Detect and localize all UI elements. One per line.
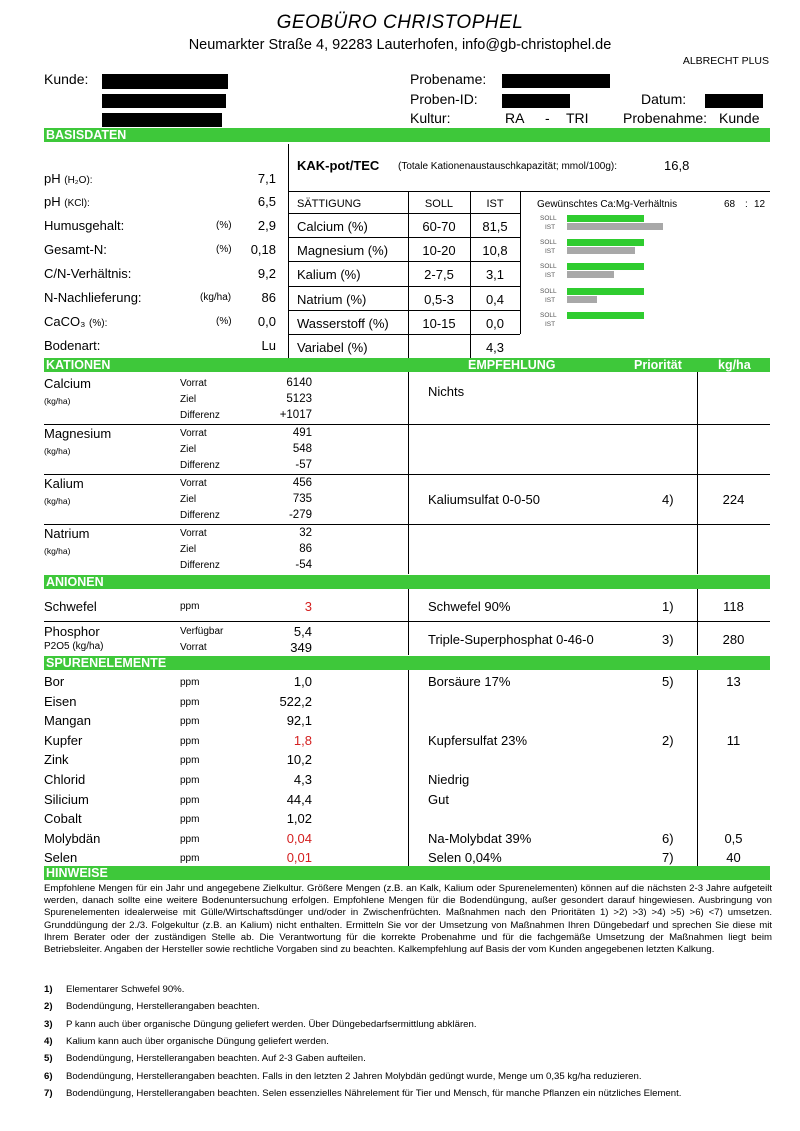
kak-row-soll: 10-20: [422, 243, 456, 258]
kak-value: 16,8: [664, 158, 690, 173]
kation-unit: (kg/ha): [44, 446, 71, 456]
soll-bar: [567, 288, 644, 295]
ist-bar: [567, 296, 597, 303]
kation-differenz: -57: [295, 459, 312, 471]
empf-phosphor: Triple-Superphosphat 0-46-0: [428, 632, 594, 647]
spur-prioritaet: 7): [662, 850, 674, 865]
kation-ziel: 548: [292, 443, 312, 455]
kation-differenz-label: Differenz: [180, 410, 220, 421]
kation-vorrat: 32: [299, 527, 312, 539]
kak-row-soll: 60-70: [422, 219, 456, 234]
col-ist: IST: [486, 198, 504, 210]
kation-unit: (kg/ha): [44, 396, 71, 406]
kak-row-name: Wasserstoff (%): [297, 316, 389, 331]
kation-differenz: +1017: [279, 409, 312, 421]
footnote-text: Bodendüngung, Herstellerangaben beachten. Selen essenzielles Nährelement für Tier und Mensch, für manche Pflanzen ein nützliches Element.: [66, 1087, 682, 1099]
kation-vorrat: 456: [292, 477, 312, 489]
section-anionen: ANIONEN: [44, 575, 770, 589]
footnote-item: [44, 1001, 260, 1013]
spur-empfehlung: Niedrig: [428, 772, 470, 787]
footnote-number: 6): [44, 1070, 53, 1082]
company-name: GEOBÜRO CHRISTOPHEL: [276, 12, 524, 33]
kation-vorrat: 6140: [286, 377, 312, 389]
gesamtn-value: 0,18: [250, 242, 276, 257]
kation-vorrat-label: Vorrat: [180, 428, 207, 439]
kak-row-soll: 2-7,5: [424, 267, 454, 282]
cn-value: 9,2: [257, 266, 276, 281]
cn-label: C/N-Verhältnis:: [44, 266, 132, 281]
soll-tag: SOLL: [540, 263, 557, 270]
schwefel-value: 3: [304, 599, 312, 614]
kation-differenz-label: Differenz: [180, 460, 220, 471]
ist-tag: IST: [545, 248, 556, 255]
footnote-text: Bodendüngung, Herstellerangaben beachten.: [66, 1001, 260, 1013]
empf-kalium-prio: 4): [662, 492, 674, 507]
redacted-kunde-2: [102, 94, 226, 108]
section-basisdaten: BASISDATEN: [44, 128, 770, 142]
spur-kgha: 0,5: [724, 831, 743, 846]
footnote-number: 2): [44, 1001, 53, 1013]
kation-ziel: 5123: [286, 393, 312, 405]
col-soll: SOLL: [424, 198, 454, 210]
kak-row-ist: 0,4: [485, 292, 505, 307]
spur-name: Molybdän: [44, 831, 101, 846]
kak-row-name: Variabel (%): [297, 340, 368, 355]
kak-desc: (Totale Kationenaustauschkapazität; mmol/100g):: [398, 161, 618, 172]
spur-empfehlung: Selen 0,04%: [428, 850, 502, 865]
soll-tag: SOLL: [540, 215, 557, 222]
kation-vorrat-label: Vorrat: [180, 528, 207, 539]
footnote-text: Kalium kann auch über organische Düngung geliefert werden.: [66, 1035, 329, 1047]
section-kationen: KATIONEN EMPFEHLUNG Priorität kg/ha: [44, 358, 770, 372]
kation-unit: (kg/ha): [44, 496, 71, 506]
spur-name: Chlorid: [44, 772, 86, 787]
kak-title: KAK-pot/TEC: [297, 158, 380, 173]
kak-row-soll: 0,5-3: [424, 292, 454, 307]
gesamtn-label: Gesamt-N:: [44, 242, 107, 257]
kation-name: Calcium: [44, 376, 91, 391]
kation-ziel: 735: [292, 493, 312, 505]
soll-tag: SOLL: [540, 239, 557, 246]
spur-value: 10,2: [286, 752, 312, 767]
company-address: Neumarkter Straße 4, 92283 Lauterhofen, info@gb-christophel.de: [188, 37, 612, 53]
ist-bar: [567, 271, 614, 278]
kak-row-soll: 10-15: [422, 316, 456, 331]
spur-name: Eisen: [44, 694, 77, 709]
footnote-number: 4): [44, 1035, 53, 1047]
kation-ziel-label: Ziel: [180, 544, 197, 555]
probename-label: Probename:: [410, 71, 487, 87]
kak-row-name: Magnesium (%): [297, 243, 389, 258]
kation-ziel-label: Ziel: [180, 394, 197, 405]
nnach-unit: (kg/ha): [200, 292, 232, 303]
spur-unit: ppm: [180, 716, 200, 727]
footnote-number: 5): [44, 1053, 53, 1065]
phos-verfuegbar: Verfügbar: [180, 626, 224, 637]
spur-value: 92,1: [286, 713, 312, 728]
kation-vorrat-label: Vorrat: [180, 478, 207, 489]
empf-schwefel-prio: 1): [662, 599, 674, 614]
kunde-label: Kunde:: [44, 71, 89, 87]
ratio-b: 12: [754, 199, 766, 210]
probenid-label: Proben-ID:: [410, 91, 478, 107]
caco3-value: 0,0: [257, 314, 276, 329]
humus-value: 2,9: [257, 218, 276, 233]
spur-unit: ppm: [180, 795, 200, 806]
footnote-item: [44, 1071, 641, 1083]
kultur-dash: -: [545, 110, 550, 126]
schwefel-label: Schwefel: [44, 599, 97, 614]
redacted-kunde-1: [102, 74, 228, 89]
spur-value: 522,2: [279, 694, 312, 709]
kation-ziel-label: Ziel: [180, 494, 197, 505]
phos-value-1: 5,4: [293, 624, 312, 639]
soll-bar: [567, 312, 644, 319]
spur-prioritaet: 2): [662, 733, 674, 748]
kation-differenz-label: Differenz: [180, 510, 220, 521]
spur-name: Kupfer: [44, 733, 83, 748]
empf-kationen-nichts: Nichts: [428, 384, 465, 399]
footnote-item: [44, 1019, 476, 1031]
kak-row-ist: 4,3: [485, 340, 505, 355]
footnote-number: 1): [44, 984, 53, 995]
kultur-b: TRI: [566, 110, 589, 126]
phos-value-2: 349: [290, 640, 312, 655]
bodenart-value: Lu: [261, 338, 276, 353]
ist-bar: [567, 247, 635, 254]
ph-h2o-value: 7,1: [257, 171, 276, 186]
ist-tag: IST: [545, 297, 556, 304]
spur-unit: ppm: [180, 677, 200, 688]
phos-vorrat: Vorrat: [180, 642, 207, 653]
probenahme-label: Probenahme:: [623, 110, 708, 126]
footnote-item: [44, 1053, 366, 1065]
humus-label: Humusgehalt:: [44, 218, 125, 233]
kak-row-ist: 0,0: [485, 316, 505, 331]
col-saettigung: SÄTTIGUNG: [297, 198, 362, 210]
kation-unit: (kg/ha): [44, 546, 71, 556]
nnach-value: 86: [261, 290, 276, 305]
kak-row-ist: 81,5: [482, 219, 508, 234]
kultur-label: Kultur:: [410, 110, 451, 126]
soll-bar: [567, 215, 644, 222]
spur-unit: ppm: [180, 814, 200, 825]
spur-unit: ppm: [180, 736, 200, 747]
footnote-item: [44, 1036, 329, 1048]
spur-value: 4,3: [293, 772, 312, 787]
empf-schwefel-kg: 118: [723, 599, 744, 614]
footnote-text: Bodendüngung, Herstellerangaben beachten. Auf 2-3 Gaben aufteilen.: [66, 1053, 366, 1065]
soll-bar: [567, 263, 644, 270]
spur-unit: ppm: [180, 834, 200, 845]
spur-kgha: 40: [726, 850, 741, 865]
footnote-text: Elementarer Schwefel 90%.: [66, 984, 185, 995]
spur-unit: ppm: [180, 853, 200, 864]
spur-empfehlung: Borsäure 17%: [428, 674, 511, 689]
kation-vorrat-label: Vorrat: [180, 378, 207, 389]
kation-vorrat: 491: [292, 427, 312, 439]
footnote-text: Bodendüngung, Herstellerangaben beachten. Falls in den letzten 2 Jahren Molybdän gedüngt wurde, Menge um 0,35 kg/ha reduzieren.: [66, 1070, 642, 1082]
kation-differenz: -54: [295, 559, 312, 571]
kak-row-name: Kalium (%): [297, 267, 361, 282]
empf-kalium: Kaliumsulfat 0-0-50: [428, 492, 540, 507]
footnote-number: 3): [44, 1018, 53, 1030]
nnach-label: N-Nachlieferung:: [44, 290, 142, 305]
soll-bar: [567, 239, 644, 246]
spur-name: Zink: [44, 752, 69, 767]
kation-differenz: -279: [288, 509, 312, 521]
kak-row-ist: 10,8: [482, 243, 508, 258]
section-spurenelemente: SPURENELEMENTE: [44, 656, 770, 670]
kation-ziel: 86: [299, 543, 312, 555]
kation-name: Magnesium: [44, 426, 112, 441]
empf-schwefel: Schwefel 90%: [428, 599, 511, 614]
soll-tag: SOLL: [540, 312, 557, 319]
ph-h2o-label: pH (H₂O):: [44, 171, 93, 186]
redacted-datum: [705, 94, 763, 108]
ratio-sep: :: [745, 199, 748, 210]
spur-empfehlung: Kupfersulfat 23%: [428, 733, 528, 748]
spur-kgha: 13: [726, 674, 741, 689]
spur-value: 0,04: [286, 831, 312, 846]
ist-tag: IST: [545, 321, 556, 328]
ph-kcl-value: 6,5: [257, 194, 276, 209]
gesamtn-unit: (%): [216, 244, 232, 255]
empf-kalium-kg: 224: [722, 492, 745, 507]
kation-ziel-label: Ziel: [180, 444, 197, 455]
spur-value: 0,01: [286, 850, 312, 865]
hinweise-text: Empfohlene Mengen für ein Jahr und angegebene Zielkultur. Größere Mengen (z.B. an Kalk, Kalium oder Spurenelementen) können auf die nächsten 2-3 Jahre aufgeteilt werden, danach sollte eine weitere Bodenuntersuchung erfolgen. Empfohlene Mengen für die Bodendüngung, außer gesondert darauf hingewiesen. Ausbringung von Spurenelementen idealerweise mit Gülle/Wirtschaftsdünger und/oder in Zwischenfrüchten. Maßnahmen nach den Prioritäten 1) >2) >3) >4) >5) >6) <7) umsetzen. Grunddüngung der 2./3. Folgekultur (z.B. an Kalium) nicht enthalten. Ermitteln Sie vor der Umsetzung von Maßnahmen Ihren Düngebedarf und sprechen Sie diese mit Ihrem Berater oder der zuständigen Stelle ab. Die Verantwortung für die korrekte Probenahme und für die fachgemäße Umsetzung der Maßnahmen liegt beim Betriebsleiter. Angaben der Hersteller sowie rechtliche Vorgaben sind zu beachten. Kalkempfehlung auf Basis der vom Kunden angegebenen letzten Kalkung.: [44, 883, 772, 956]
empf-phosphor-kg: 280: [722, 632, 745, 647]
redacted-kunde-3: [102, 113, 222, 127]
report-variant: ALBRECHT PLUS: [682, 55, 769, 67]
bodenart-label: Bodenart:: [44, 338, 101, 353]
section-hinweise: HINWEISE: [44, 866, 770, 880]
probenahme-value: Kunde: [719, 110, 760, 126]
kak-row-name: Natrium (%): [297, 292, 367, 307]
spur-name: Bor: [44, 674, 65, 689]
ist-tag: IST: [545, 224, 556, 231]
schwefel-unit: ppm: [180, 601, 200, 612]
kak-row-name: Calcium (%): [297, 219, 368, 234]
spur-empfehlung: Na-Molybdat 39%: [428, 831, 532, 846]
spur-unit: ppm: [180, 775, 200, 786]
datum-label: Datum:: [641, 91, 687, 107]
footnote-item: [44, 1088, 681, 1100]
footnote-number: 7): [44, 1087, 53, 1099]
ratio-label: Gewünschtes Ca:Mg-Verhältnis: [537, 199, 678, 210]
spur-value: 1,8: [293, 733, 312, 748]
kation-differenz-label: Differenz: [180, 560, 220, 571]
redacted-probenid: [502, 94, 570, 108]
redacted-probename: [502, 74, 610, 88]
spur-kgha: 11: [726, 733, 741, 748]
kultur-a: RA: [505, 110, 525, 126]
spur-name: Cobalt: [44, 811, 82, 826]
ist-bar: [567, 223, 663, 230]
caco3-label: CaCO₃ (%):: [44, 314, 108, 329]
ph-kcl-label: pH (KCl):: [44, 194, 90, 209]
spur-unit: ppm: [180, 697, 200, 708]
ist-tag: IST: [545, 272, 556, 279]
kation-name: Kalium: [44, 476, 84, 491]
spur-name: Mangan: [44, 713, 91, 728]
phosphor-label: Phosphor: [44, 624, 100, 639]
soll-tag: SOLL: [540, 288, 557, 295]
empf-phosphor-prio: 3): [662, 632, 674, 647]
footnote-text: P kann auch über organische Düngung geliefert werden. Über Düngebedarfsermittlung abklären.: [66, 1018, 477, 1030]
caco3-unit: (%): [216, 316, 232, 327]
kak-row-ist: 3,1: [485, 267, 505, 282]
spur-unit: ppm: [180, 755, 200, 766]
spur-name: Selen: [44, 850, 78, 865]
spur-name: Silicium: [44, 792, 89, 807]
kation-name: Natrium: [44, 526, 90, 541]
spur-value: 44,4: [286, 792, 312, 807]
humus-unit: (%): [216, 220, 232, 231]
spur-prioritaet: 6): [662, 831, 674, 846]
spur-prioritaet: 5): [662, 674, 674, 689]
spur-value: 1,0: [293, 674, 312, 689]
spur-empfehlung: Gut: [428, 792, 449, 807]
ratio-a: 68: [724, 199, 736, 210]
spur-value: 1,02: [286, 811, 312, 826]
p2o5-label: P2O5 (kg/ha): [44, 641, 104, 652]
footnote-item: [44, 984, 184, 996]
